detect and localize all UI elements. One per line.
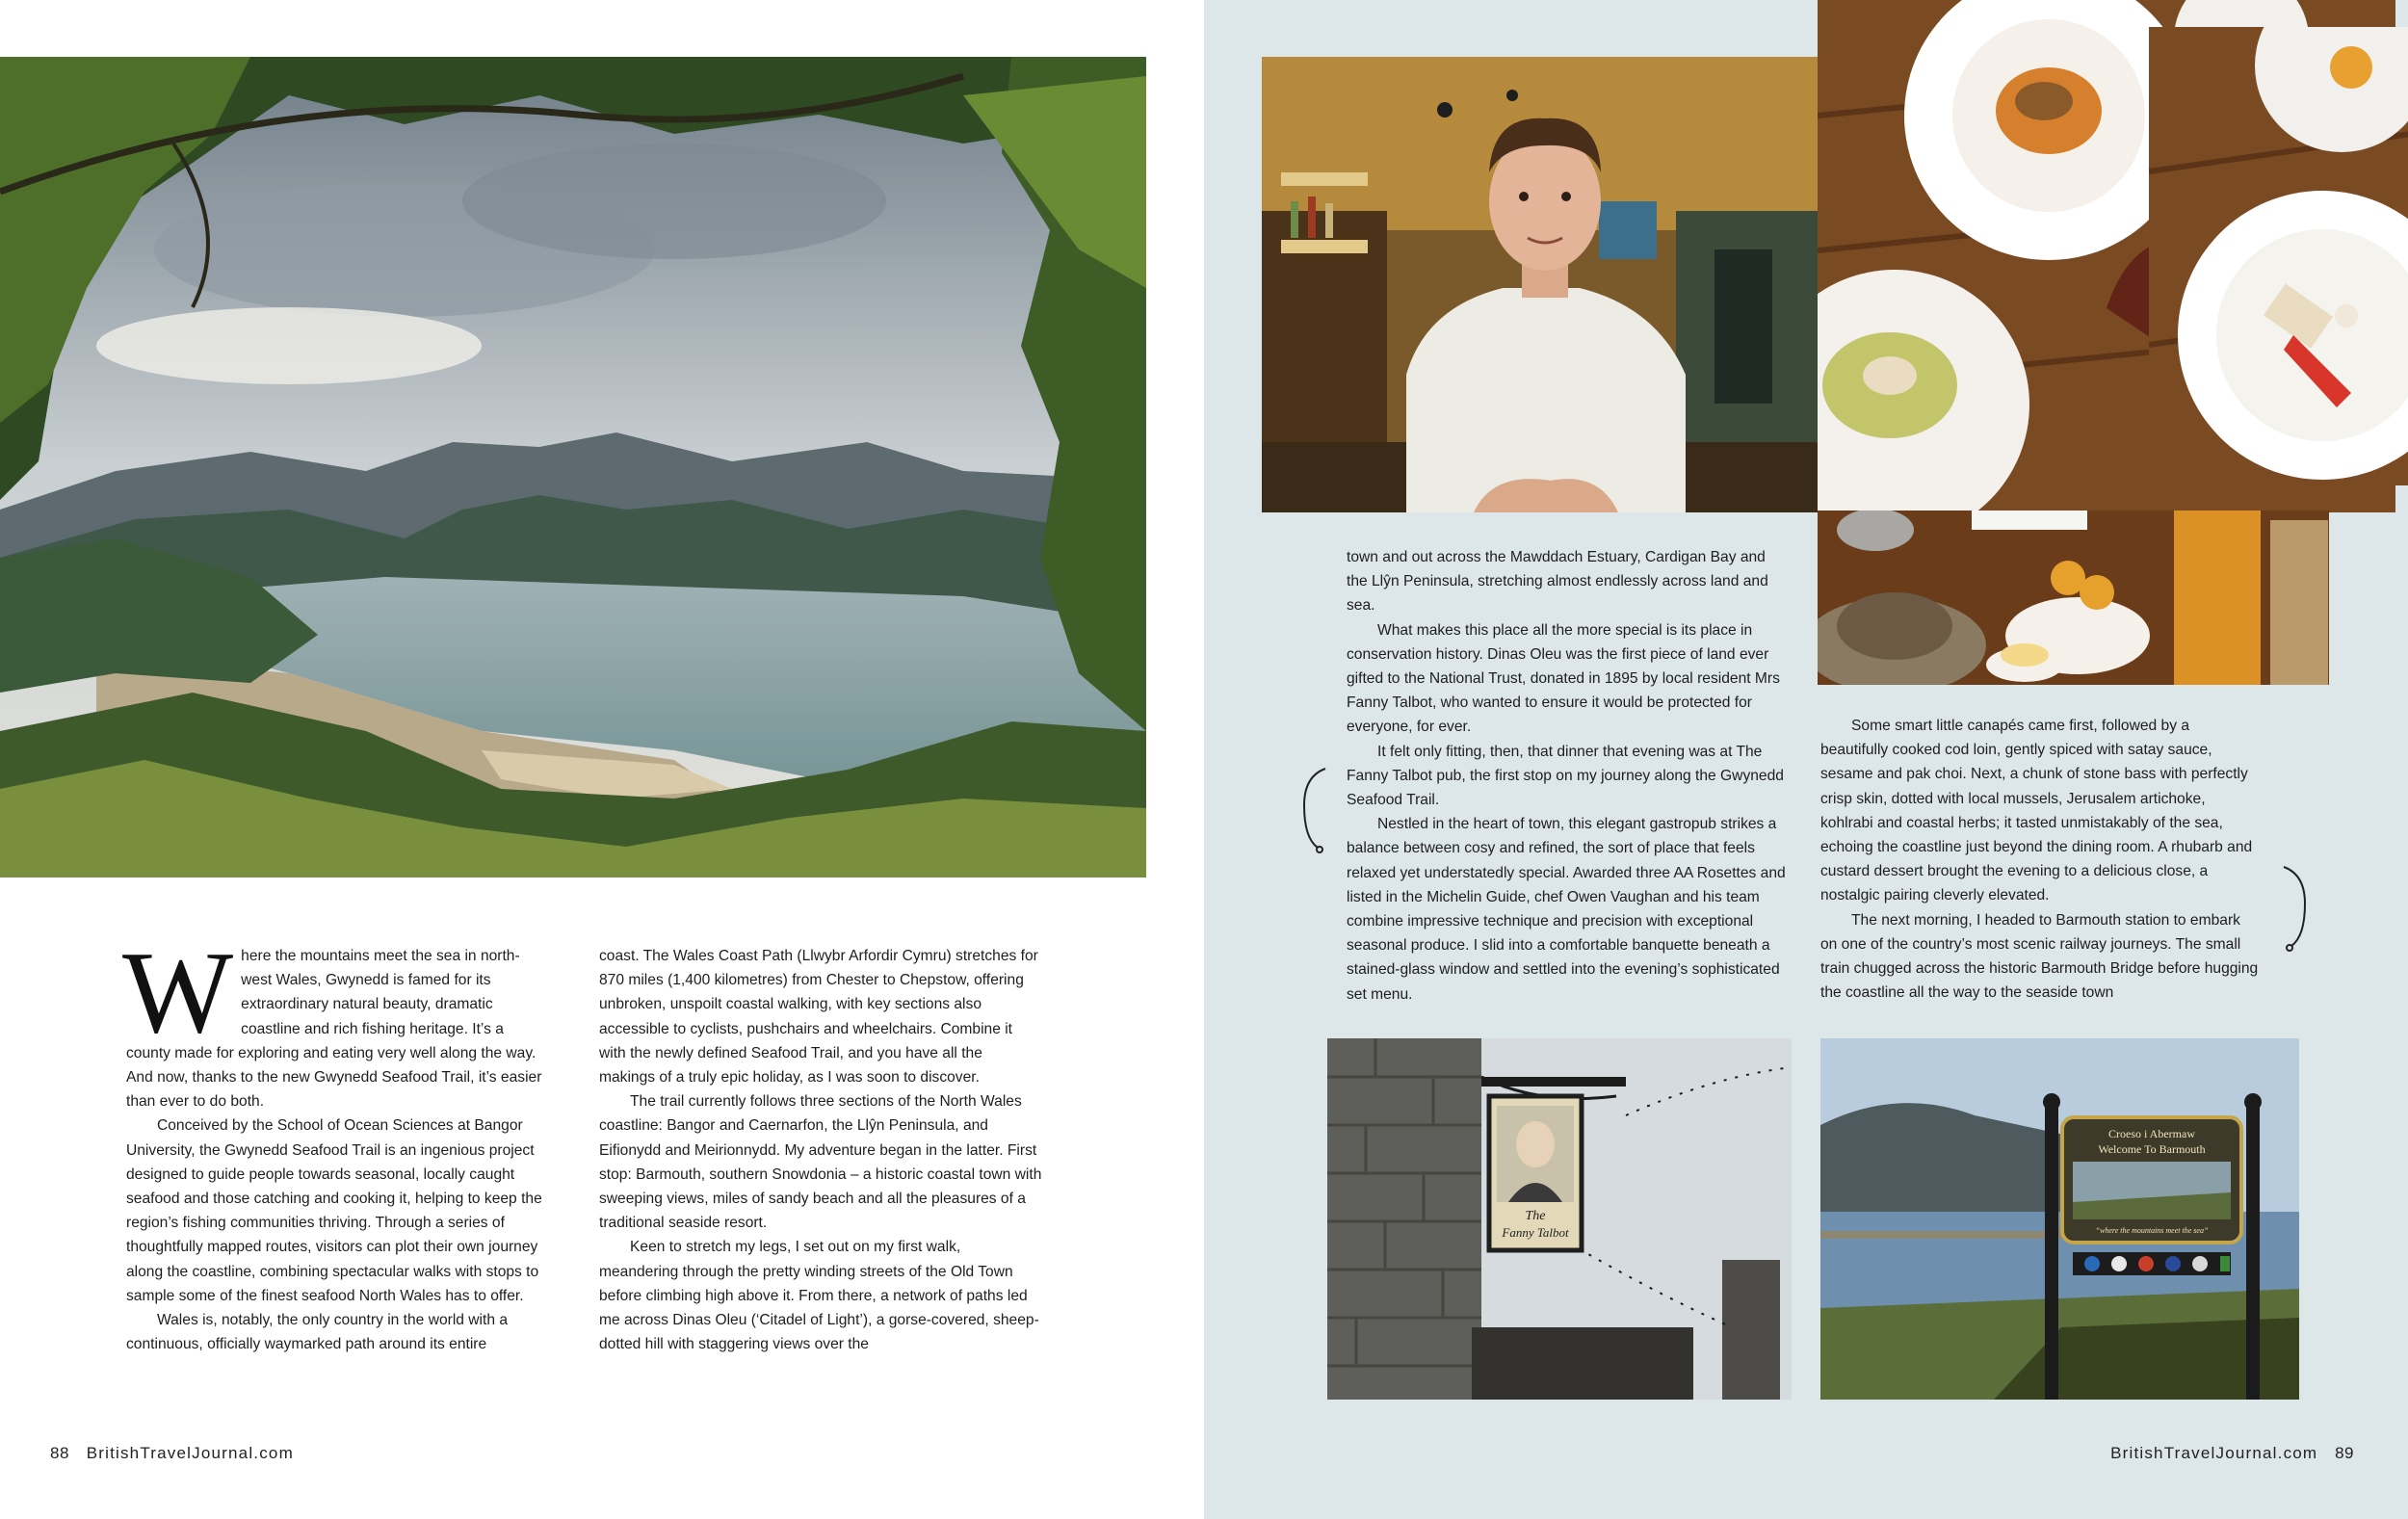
estuary-landscape-photo: [0, 57, 1146, 877]
dessert-plate-photo: [2149, 27, 2408, 485]
left-folio: [50, 1444, 294, 1463]
welcome-sign-motto: “where the mountains meet the sea”: [2095, 1226, 2209, 1235]
article-column-3: [1347, 545, 1790, 1007]
welcome-sign-line2: Welcome To Barmouth: [2098, 1142, 2206, 1156]
pub-sign-photo: [1327, 1038, 1792, 1400]
welcome-sign-line1: Croeso i Abermaw: [2108, 1127, 2195, 1140]
right-folio: [2110, 1444, 2354, 1463]
canapes-photo: [1818, 511, 2329, 685]
chef-portrait-photo: [1262, 57, 1818, 512]
right-bracket-ornament: [2280, 865, 2311, 954]
barmouth-welcome-sign-photo: [1820, 1038, 2299, 1400]
page-number: 88: [50, 1444, 69, 1462]
paragraph: It felt only fitting, then, that dinner that evening was at The Fanny Talbot pub, the first stop on my journey along the Gwynedd Seafood Trail.: [1347, 743, 1784, 809]
pub-sign-line1: The: [1525, 1209, 1546, 1223]
paragraph: Keen to stretch my legs, I set out on my first walk, meandering through the pretty winding streets of the Old Town before climbing high above it. From there, a network of paths led me across Dinas Oleu (‘Citadel of Light’), a gorse-covered, sheep-dotted hill with staggering views over the: [599, 1239, 1039, 1353]
paragraph: Nestled in the heart of town, this elegant gastropub strikes a balance between cosy and refined, the sort of place that feels relaxed yet understatedly special. Awarded three AA Rosettes and listed in the Michelin Guide, chef Owen Vaughan and his team combine impressive technique and precision with exceptional seasonal produce. I slid into a comfortable banquette beneath a stained-glass window and settled into the evening’s sophisticated set menu.: [1347, 816, 1786, 1003]
drop-cap: W: [122, 928, 234, 1058]
paragraph: town and out across the Mawddach Estuary, Cardigan Bay and the Llŷn Peninsula, stretching almost endlessly across land and sea.: [1347, 549, 1768, 615]
paragraph: The next morning, I headed to Barmouth station to embark on one of the country’s most scenic railway journeys. The small train chugged across the historic Barmouth Bridge before hugging the coastline all the way to the seaside town: [1820, 911, 2259, 1002]
right-page: [1204, 0, 2408, 1519]
site-name: BritishTravelJournal.com: [2110, 1444, 2318, 1462]
site-name: BritishTravelJournal.com: [86, 1444, 294, 1462]
paragraph: What makes this place all the more special is its place in conservation history. Dinas Oleu was the first piece of land ever gifted to the National Trust, donated in 1895 by local resident Mrs Fanny Talbot, who wanted to ensure it would be protected for everyone, for ever.: [1347, 621, 1780, 736]
paragraph: Some smart little canapés came first, followed by a beautifully cooked cod loin, gently spiced with satay sauce, sesame and pak choi. Next, a chunk of stone bass with perfectly crisp skin, dotted with local mussels, Jerusalem artichoke, kohlrabi and coastal herbs; it tasted unmistakably of the sea, echoing the coastline just beyond the dining room. A rhubarb and custard dessert brought the evening to a delicious close, a nostalgic pairing cleverly elevated.: [1820, 718, 2253, 904]
intro-paragraph: W here the mountains meet the sea in north-west Wales, Gwynedd is famed for its extraordinary natural beauty, dramatic coastline and rich fishing heritage. It’s a county made for exploring and eating very well along the way. And now, thanks to the new Gwynedd Seafood Trail, it’s easier than ever to do both.: [122, 928, 542, 1111]
article-column-2: [599, 944, 1042, 1356]
paragraph: coast. The Wales Coast Path (Llwybr Arfordir Cymru) stretches for 870 miles (1,400 kilometres) from Chester to Chepstow, offering unbroken, unspoilt coastal walking, with key sections also accessible to cyclists, pushchairs and wheelchairs. Combine it with the newly defined Seafood Trail, and you have all the makings of a truly epic holiday, as I was soon to discover.: [599, 948, 1038, 1087]
article-column-1: [122, 928, 542, 1356]
left-bracket-ornament: [1298, 767, 1329, 855]
paragraph: The trail currently follows three sections of the North Wales coastline: Bangor and Caernarfon, the Llŷn Peninsula, and Eifionydd and Meirionnydd. My adventure began in the latter. First stop: Barmouth, southern Snowdonia – a historic coastal town with sweeping views, miles of sandy beach and all the pleasures of a traditional seaside resort.: [599, 1093, 1042, 1232]
paragraph: Wales is, notably, the only country in the world with a continuous, officially waymarked path around its entire: [126, 1312, 509, 1353]
pub-sign-line2: Fanny Talbot: [1502, 1225, 1569, 1240]
paragraph: Conceived by the School of Ocean Sciences at Bangor University, the Gwynedd Seafood Trail is an ingenious project designed to guide people towards seasonal, locally caught seafood and those catching and cooking it, helping to keep the region’s fishing communities thriving. Through a series of thoughtfully mapped routes, visitors can plot their own journey along the coastline, combining spectacular walks with stops to sample some of the finest seafood North Wales has to offer.: [126, 1117, 542, 1304]
article-column-4: [1820, 714, 2260, 1005]
page-number: 89: [2335, 1444, 2354, 1462]
